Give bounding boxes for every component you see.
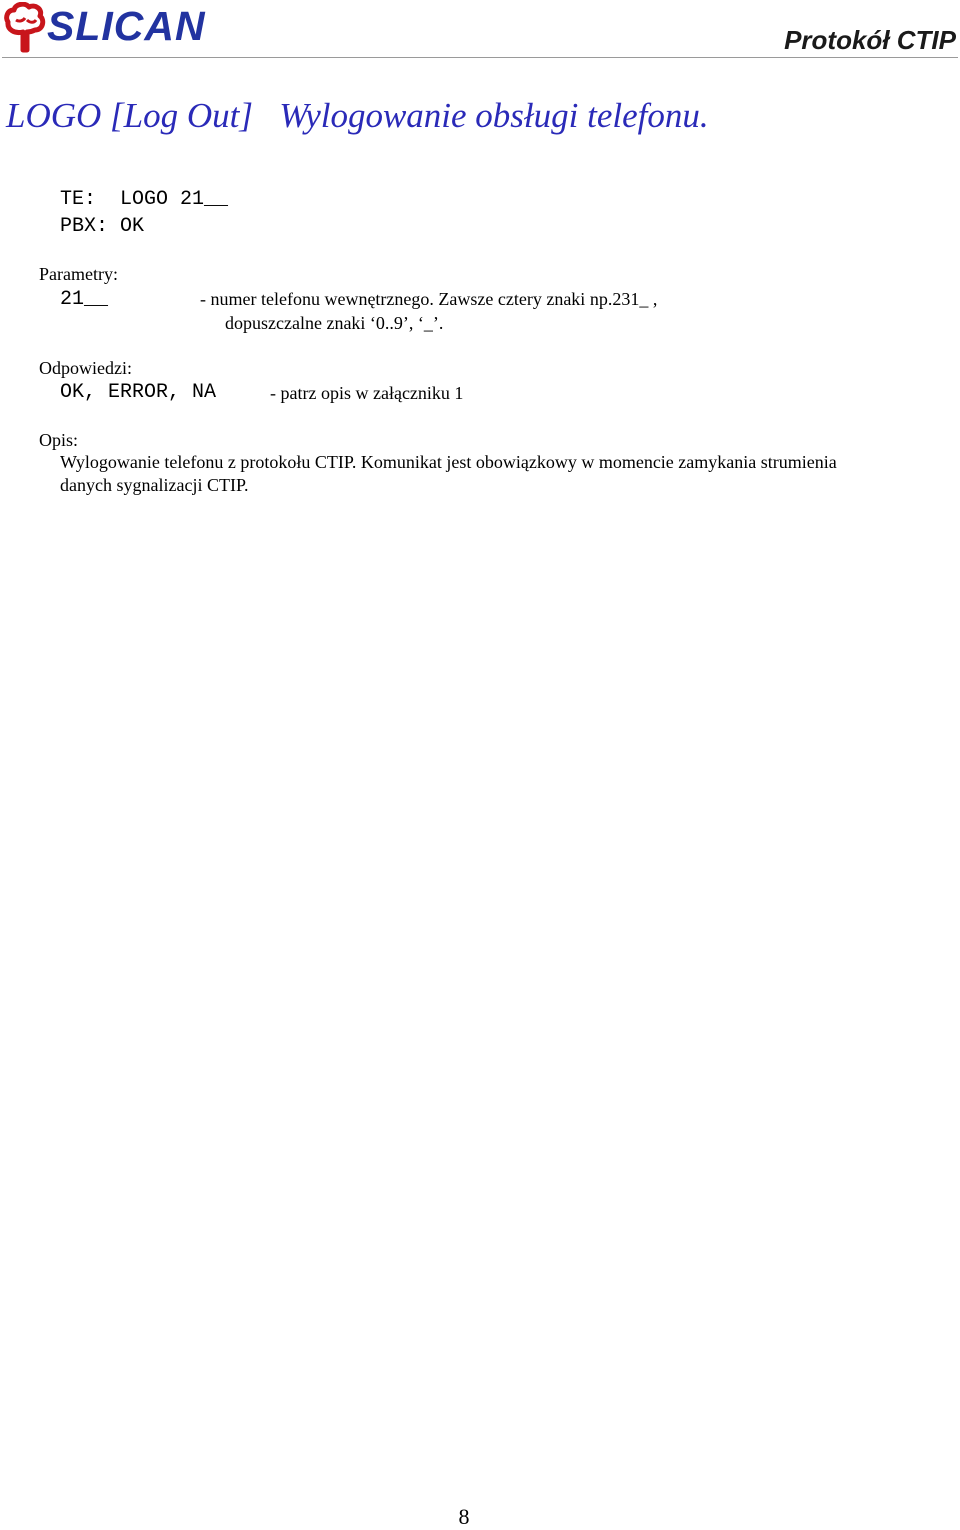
param-desc-line1: - numer telefonu wewnętrznego. Zawsze cztery znaki np.231_ ,: [200, 289, 658, 309]
responses-heading: Odpowiedzi:: [39, 358, 132, 378]
document-name: Protokół CTIP: [784, 25, 956, 55]
response-codes: OK, ERROR, NA: [60, 381, 217, 404]
param-name: 21__: [60, 288, 109, 311]
tree-logo-icon: [3, 2, 47, 54]
header-divider: [2, 57, 958, 58]
description-line1: Wylogowanie telefonu z protokołu CTIP. Komunikat jest obowiązkowy w momencie zamykania strumienia: [60, 452, 837, 472]
page-title: LOGO [Log Out] Wylogowanie obsługi telefonu.: [6, 96, 709, 135]
pbx-line: [60, 215, 144, 238]
pbx-label: PBX:: [60, 215, 109, 238]
pbx-value: OK: [120, 215, 145, 238]
te-label: TE:: [60, 188, 97, 211]
params-heading: Parametry:: [39, 264, 118, 284]
page-header: [0, 0, 960, 58]
te-value: LOGO 21__: [120, 188, 229, 211]
response-desc: - patrz opis w załączniku 1: [270, 383, 464, 403]
description-heading: Opis:: [39, 430, 79, 450]
brand-wordmark: SLICAN: [47, 3, 206, 49]
param-desc-line2: dopuszczalne znaki ‘0..9’, ‘_’.: [225, 313, 444, 333]
page-number: 8: [458, 1504, 470, 1529]
te-line: [60, 188, 228, 211]
slican-logo: [3, 2, 223, 54]
description-line2: danych sygnalizacji CTIP.: [60, 475, 249, 495]
